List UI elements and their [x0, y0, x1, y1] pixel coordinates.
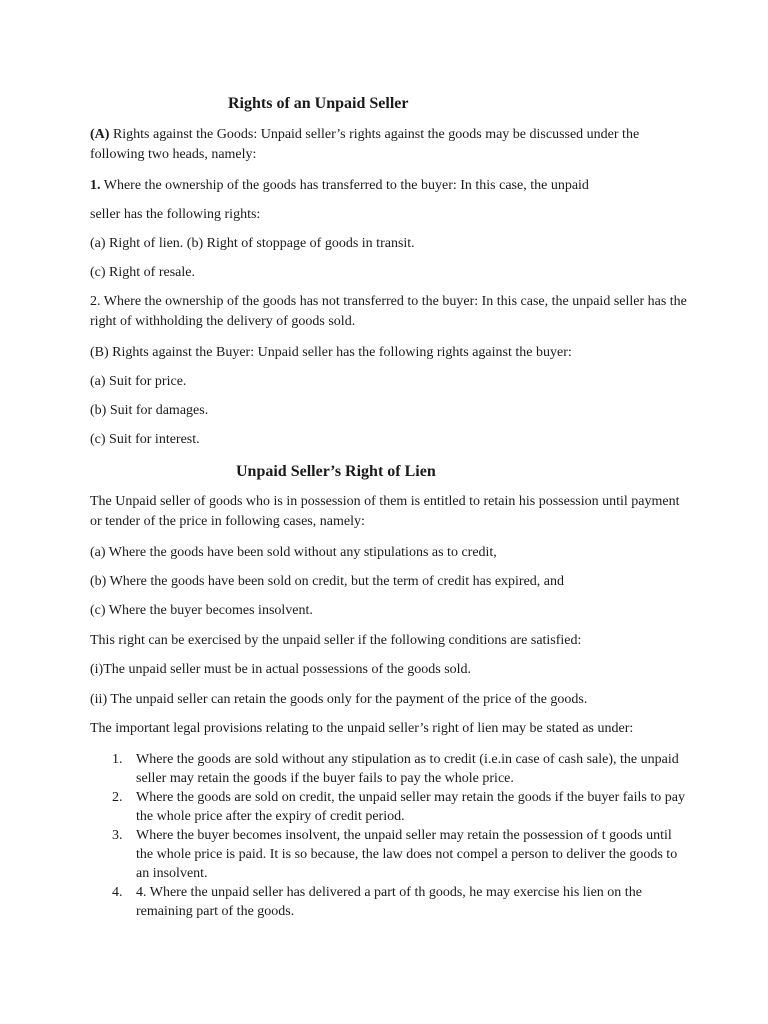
- paragraph-rights-against-buyer: (B) Rights against the Buyer: Unpaid seller has the following rights against the buyer:: [90, 345, 572, 360]
- list-item-number: 3.: [112, 828, 123, 843]
- paragraph-ownership-transferred: [90, 176, 690, 196]
- list-item: [90, 826, 690, 883]
- list-item-number: 4.: [112, 885, 123, 900]
- paragraph-suit-damages: (b) Suit for damages.: [90, 403, 209, 418]
- list-item-text: 4. Where the unpaid seller has delivered a part of th goods, he may exercise his lien on the remaining part of the goods.: [136, 885, 642, 919]
- paragraph-lien-intro: The Unpaid seller of goods who is in possession of them is entitled to retain his possession until payment or tender of the price in following cases, namely:: [90, 494, 680, 529]
- section-title-rights: Rights of an Unpaid Seller: [228, 95, 409, 112]
- list-item: [90, 883, 690, 921]
- list-item: [90, 788, 690, 826]
- label-1: 1.: [90, 178, 101, 193]
- paragraph-text: Where the ownership of the goods has transferred to the buyer: In this case, the unpaid: [103, 178, 589, 193]
- list-item-number: 2.: [112, 790, 123, 805]
- paragraph-ownership-not-transferred: 2. Where the ownership of the goods has not transferred to the buyer: In this case, the unpaid seller has the right of withholding the delivery of goods sold.: [90, 294, 687, 329]
- list-item-text: Where the goods are sold on credit, the unpaid seller may retain the goods if the buyer fails to pay the whole price after the expiry of credit period.: [136, 790, 685, 824]
- list-item-text: Where the goods are sold without any stipulation as to credit (i.e.in case of cash sale), the unpaid seller may retain the goods if the buyer fails to pay the whole price.: [136, 752, 679, 786]
- paragraph-case-c: (c) Where the buyer becomes insolvent.: [90, 603, 313, 618]
- paragraph-condition-i: (i)The unpaid seller must be in actual possessions of the goods sold.: [90, 662, 472, 677]
- provisions-list: [90, 750, 690, 921]
- paragraph-suit-interest: (c) Suit for interest.: [90, 432, 200, 447]
- paragraph-case-b: (b) Where the goods have been sold on credit, but the term of credit has expired, and: [90, 574, 565, 589]
- paragraph-resale: (c) Right of resale.: [90, 265, 195, 280]
- paragraph-suit-price: (a) Suit for price.: [90, 374, 187, 389]
- list-item-text: Where the buyer becomes insolvent, the unpaid seller may retain the possession of t goods until the whole price is paid. It is so because, the law does not compel a person to deliver the goods to an insolvent.: [136, 828, 678, 881]
- paragraph-conditions-intro: This right can be exercised by the unpaid seller if the following conditions are satisfied:: [90, 633, 582, 648]
- section-title-lien: Unpaid Seller’s Right of Lien: [236, 463, 436, 480]
- label-a: (A): [90, 127, 110, 142]
- paragraph-lien-stoppage: (a) Right of lien. (b) Right of stoppage of goods in transit.: [90, 236, 415, 251]
- paragraph-text: Rights against the Goods: Unpaid seller’s rights against the goods may be discussed under the following two heads, namely:: [90, 127, 640, 162]
- paragraph-provisions-intro: The important legal provisions relating to the unpaid seller’s right of lien may be stated as under:: [90, 721, 634, 736]
- list-item-number: 1.: [112, 752, 123, 767]
- paragraph-condition-ii: (ii) The unpaid seller can retain the goods only for the payment of the price of the goods.: [90, 692, 588, 707]
- list-item: [90, 750, 690, 788]
- paragraph-rights-against-goods: [90, 125, 690, 165]
- paragraph-case-a: (a) Where the goods have been sold without any stipulations as to credit,: [90, 545, 497, 560]
- paragraph-seller-rights: seller has the following rights:: [90, 207, 261, 222]
